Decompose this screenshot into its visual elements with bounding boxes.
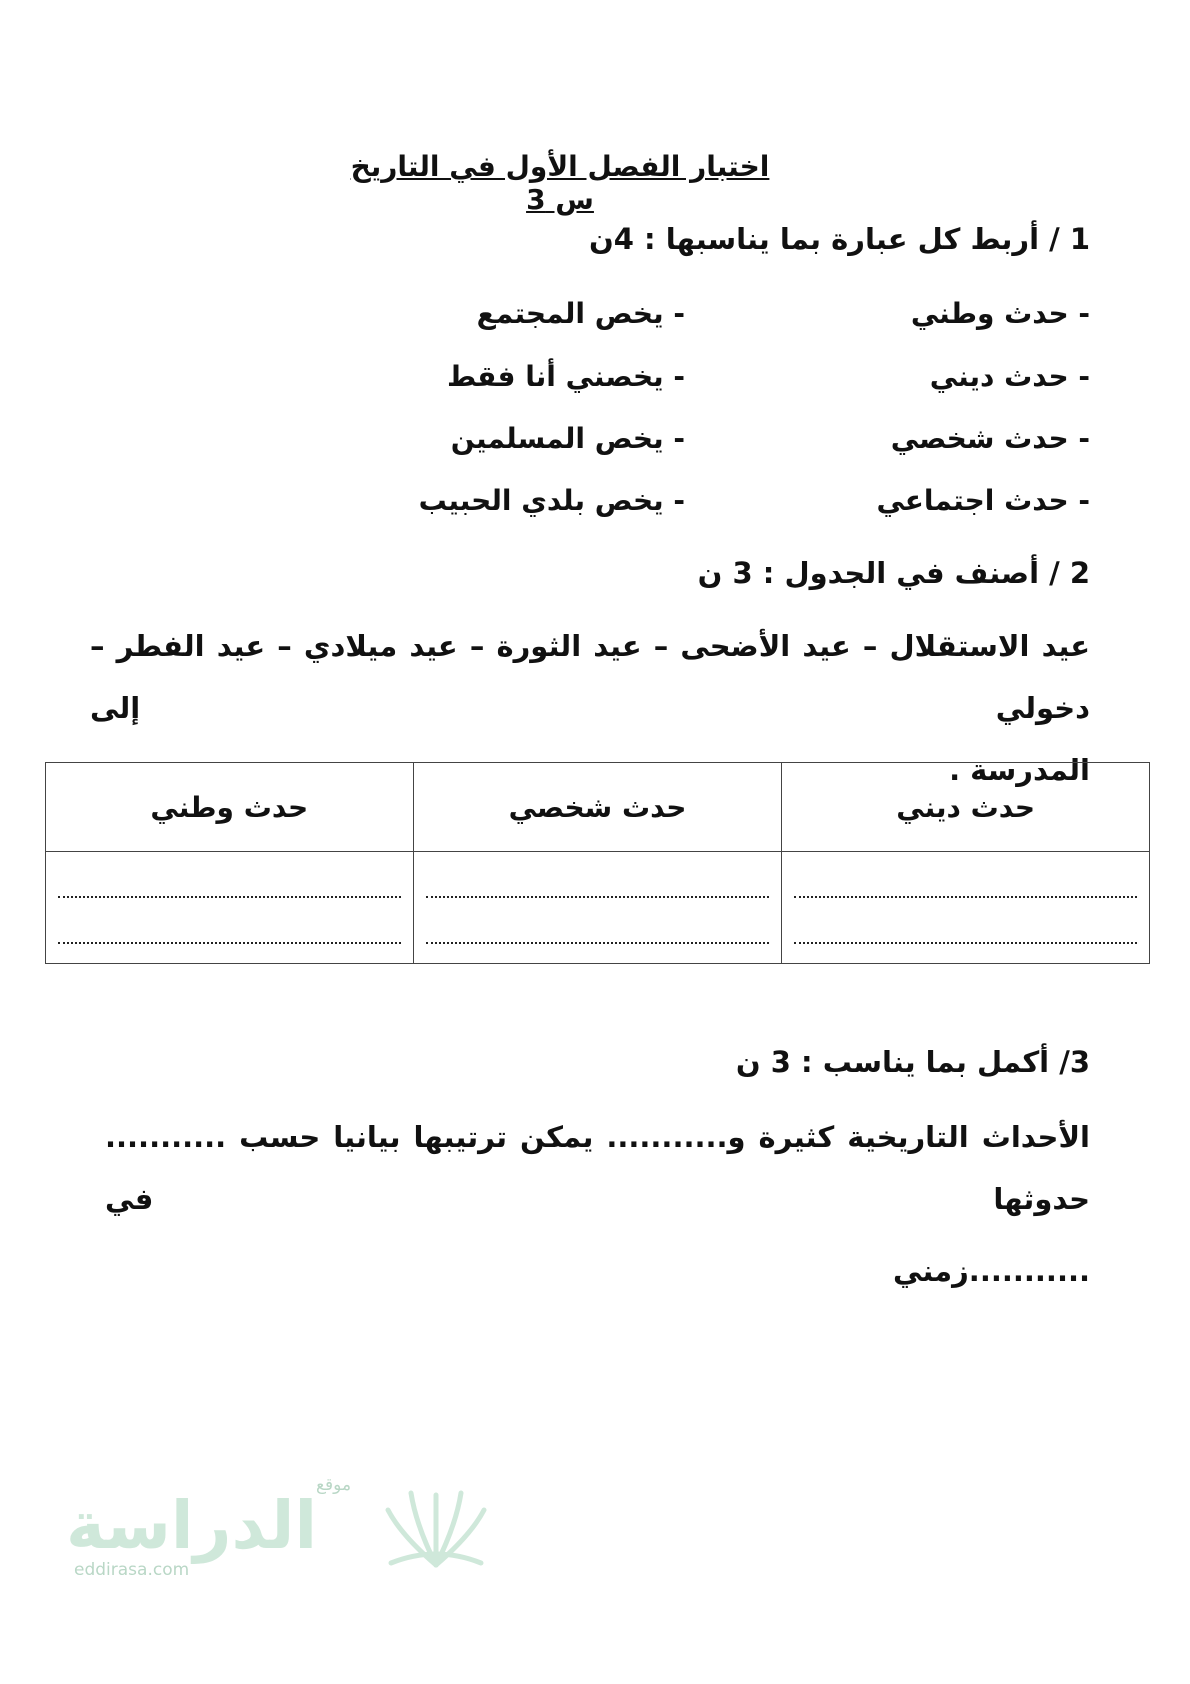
answer-cell-religious[interactable] — [782, 852, 1150, 964]
match-item-left-2: - يخصني أنا فقط — [447, 360, 685, 393]
answer-line[interactable] — [426, 872, 770, 898]
match-item-left-1: - يخص المجتمع — [476, 297, 685, 330]
question-3-text-line-2: ...........زمني — [892, 1254, 1090, 1288]
table-header-religious: حدث ديني — [782, 763, 1150, 852]
table-header-row — [46, 763, 1150, 852]
match-item-right-1: - حدث وطني — [910, 297, 1090, 330]
watermark-small-text: موقع — [316, 1475, 352, 1495]
question-3-heading: 3/ أكمل بما يناسب : 3 ن — [735, 1045, 1090, 1079]
question-1-heading: 1 / أربط كل عبارة بما يناسبها : 4ن — [588, 222, 1090, 256]
question-2-text-line-1: عيد الاستقلال – عيد الأضحى – عيد الثورة – عيد ميلادي – عيد الفطر – دخولي إلى — [90, 629, 1090, 725]
question-3-text-line-1: الأحداث التاريخية كثيرة و........... يمكن ترتيبها بيانيا حسب ........... حدوثها في — [105, 1120, 1090, 1216]
book-leaf-icon — [376, 1475, 496, 1575]
watermark-arabic-text: الدراسة — [66, 1487, 318, 1564]
answer-line[interactable] — [794, 872, 1137, 898]
question-2-heading: 2 / أصنف في الجدول : 3 ن — [697, 556, 1090, 590]
match-item-right-3: - حدث شخصي — [890, 422, 1090, 455]
match-item-right-2: - حدث ديني — [929, 360, 1090, 393]
question-3-text — [105, 1106, 1090, 1302]
match-item-left-4: - يخص بلدي الحبيب — [418, 484, 685, 517]
table-header-personal: حدث شخصي — [413, 763, 782, 852]
watermark-logo — [66, 1475, 436, 1585]
page-title: اختبار الفصل الأول في التاريخ س 3 — [350, 150, 770, 216]
match-item-right-4: - حدث اجتماعي — [876, 484, 1090, 517]
match-item-left-3: - يخص المسلمين — [450, 422, 685, 455]
question-2-text-line-2: المدرسة . — [949, 753, 1090, 787]
answer-line[interactable] — [58, 918, 401, 944]
answer-line[interactable] — [794, 918, 1137, 944]
watermark-url: eddirasa.com — [74, 1560, 190, 1580]
answer-line[interactable] — [58, 872, 401, 898]
classification-table — [45, 762, 1150, 964]
table-header-national: حدث وطني — [46, 763, 414, 852]
answer-line[interactable] — [426, 918, 770, 944]
answer-cell-personal[interactable] — [413, 852, 782, 964]
answer-cell-national[interactable] — [46, 852, 414, 964]
table-row — [46, 852, 1150, 964]
